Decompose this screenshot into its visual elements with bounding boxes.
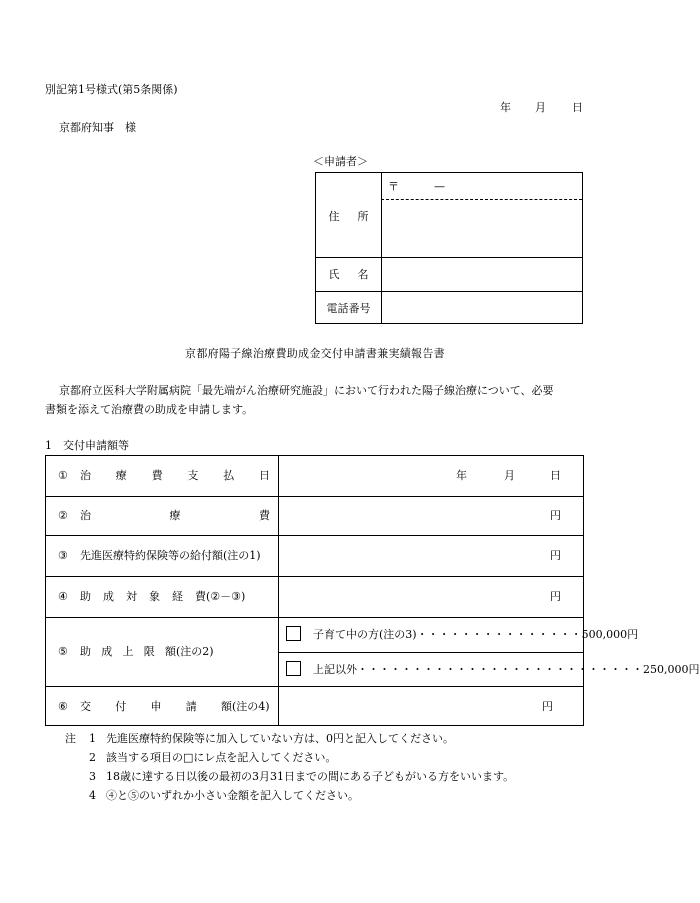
option-childrearing-checkbox[interactable] — [286, 626, 301, 641]
payment-year: 年 — [456, 469, 467, 482]
payment-day: 日 — [550, 469, 561, 482]
address-label: 住 所 — [328, 210, 369, 223]
option-other: 上記以外・・・・・・・・・・・・・・・・・・・・・・・・・・250,000円 — [313, 663, 700, 676]
intro-line-2: 書類を添えて治療費の助成を申請します。 — [45, 403, 254, 416]
treatment-cost-unit: 円 — [550, 509, 561, 522]
postal-dash: — — [434, 180, 445, 193]
note-3-num: 3 — [89, 770, 96, 783]
payment-month: 月 — [504, 469, 515, 482]
application-table — [45, 455, 700, 726]
row-grant-amount: ⑥ 交 付 申 請 額 (注の4) — [58, 700, 270, 713]
document-title: 京都府陽子線治療費助成金交付申請書兼実績報告書 — [185, 347, 445, 360]
note-3-text: 18歳に達する日以後の最初の3月31日までの間にある子どもがいる方をいいます。 — [106, 770, 515, 783]
note-1-num: 1 — [89, 732, 96, 745]
note-4-num: 4 — [89, 789, 96, 802]
phone-field[interactable] — [382, 293, 582, 323]
row-payment-date: ① 治 療 費 支 払 日 — [58, 469, 270, 482]
grant-amount-unit: 円 — [542, 700, 553, 713]
name-field[interactable] — [382, 259, 582, 289]
date-month: 月 — [535, 101, 546, 114]
note-4-text: ④と⑤のいずれか小さい金額を記入してください。 — [106, 789, 359, 802]
row-subsidy-limit: ⑤ 助 成 上 限 額 (注の2) — [58, 645, 214, 658]
applicant-caption: ＜申請者＞ — [313, 155, 368, 168]
name-label: 氏 名 — [328, 268, 369, 281]
intro-line-1: 京都府立医科大学附属病院「最先端がん治療研究施設」において行われた陽子線治療について、必要 — [59, 384, 554, 397]
address-field[interactable] — [382, 203, 582, 255]
form-reference: 別記第1号様式(第5条関係) — [45, 83, 178, 96]
addressee: 京都府知事 様 — [59, 121, 136, 134]
section-1-heading: 1 交付申請額等 — [45, 439, 129, 452]
note-1-text: 先進医療特約保険等に加入していない方は、0円と記入してください。 — [106, 732, 454, 745]
note-2-num: 2 — [89, 751, 96, 764]
notes-head: 注 — [65, 732, 76, 745]
option-childrearing: 子育て中の方(注の3)・・・・・・・・・・・・・・・500,000円 — [313, 628, 639, 641]
applicant-box — [315, 172, 583, 324]
note-2-text: 該当する項目の□にレ点を記入してください。 — [106, 751, 337, 764]
row-eligible-expense: ④ 助 成 対 象 経 費 (②－③) — [58, 590, 246, 603]
option-other-checkbox[interactable] — [286, 661, 301, 676]
row-insurance-benefit: ③ 先進医療特約保険等の給付額(注の1) — [58, 549, 261, 562]
date-day: 日 — [572, 101, 583, 114]
eligible-expense-unit: 円 — [550, 590, 561, 603]
postal-mark: 〒 — [388, 180, 399, 193]
date-year: 年 — [500, 101, 511, 114]
phone-label: 電話番号 — [326, 302, 371, 315]
row-treatment-cost: ② 治 療 費 — [58, 509, 270, 522]
insurance-benefit-unit: 円 — [550, 549, 561, 562]
